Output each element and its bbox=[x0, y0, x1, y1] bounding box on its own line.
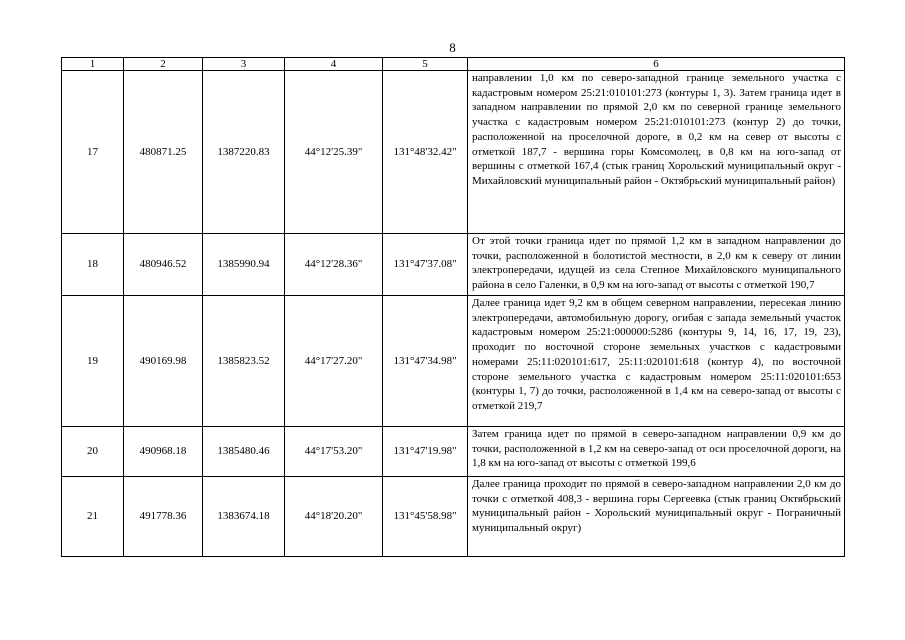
latitude: 44°12'28.36" bbox=[285, 234, 383, 296]
x-coordinate: 480871.25 bbox=[124, 71, 203, 234]
point-number: 21 bbox=[62, 477, 124, 557]
boundary-description: Далее граница проходит по прямой в северо-западном направлении 2,0 км до точки с отметкой 408,3 - вершина горы Сергеевка (стык границ Октябрьский муниципальный район - Хорольский муниципальный округ - Пограничный муниципальный округ) bbox=[468, 477, 845, 557]
x-coordinate: 490968.18 bbox=[124, 427, 203, 477]
column-header: 2 bbox=[124, 58, 203, 71]
page-number: 8 bbox=[449, 40, 456, 55]
column-header: 4 bbox=[285, 58, 383, 71]
y-coordinate: 1387220.83 bbox=[203, 71, 285, 234]
column-header: 5 bbox=[383, 58, 468, 71]
longitude: 131°47'34.98" bbox=[383, 296, 468, 427]
latitude: 44°17'53.20" bbox=[285, 427, 383, 477]
x-coordinate: 480946.52 bbox=[124, 234, 203, 296]
y-coordinate: 1385990.94 bbox=[203, 234, 285, 296]
table-row bbox=[62, 71, 845, 234]
column-header: 6 bbox=[468, 58, 845, 71]
point-number: 20 bbox=[62, 427, 124, 477]
y-coordinate: 1385480.46 bbox=[203, 427, 285, 477]
longitude: 131°47'37.08" bbox=[383, 234, 468, 296]
y-coordinate: 1383674.18 bbox=[203, 477, 285, 557]
boundary-description: Далее граница идет 9,2 км в общем северном направлении, пересекая линию электропередачи, автомобильную дорогу, огибая с запада земельный участок кадастровым номером 25:21:000000:5286 (контуры 9, 14, 16, 17, 19, 23), проходит по восточной стороне земельных участков с кадастровыми номерами 25:11:020101:617, 25:11:020101:618 (контур 4), по восточной стороне земельного участка с кадастровым номером 25:11:020101:653 (контуры 1, 7) до точки, расположенной в 1,4 км на северо-запад от высоты с отметкой 219,7 bbox=[468, 296, 845, 427]
point-number: 17 bbox=[62, 71, 124, 234]
latitude: 44°18'20.20" bbox=[285, 477, 383, 557]
longitude: 131°48'32.42" bbox=[383, 71, 468, 234]
boundary-description: От этой точки граница идет по прямой 1,2 км в западном направлении до точки, расположенной в болотистой местности, в 2,0 км к северу от линии электропередачи, идущей из села Степное Михайловского муниципального района в село Галенки, в 0,9 км на юго-запад от высоты с отметкой 190,7 bbox=[468, 234, 845, 296]
boundary-description: Затем граница идет по прямой в северо-западном направлении 0,9 км до точки, расположенной в 1,2 км на северо-запад от оси проселочной дороги, на 1,8 км на юго-запад от высоты с отметкой 199,6 bbox=[468, 427, 845, 477]
x-coordinate: 490169.98 bbox=[124, 296, 203, 427]
table-header-row bbox=[62, 58, 845, 71]
longitude: 131°45'58.98" bbox=[383, 477, 468, 557]
y-coordinate: 1385823.52 bbox=[203, 296, 285, 427]
point-number: 19 bbox=[62, 296, 124, 427]
boundary-points-table bbox=[61, 57, 845, 557]
latitude: 44°17'27.20" bbox=[285, 296, 383, 427]
longitude: 131°47'19.98" bbox=[383, 427, 468, 477]
column-header: 3 bbox=[203, 58, 285, 71]
column-header: 1 bbox=[62, 58, 124, 71]
table-row bbox=[62, 234, 845, 296]
x-coordinate: 491778.36 bbox=[124, 477, 203, 557]
boundary-description: направлении 1,0 км по северо-западной границе земельного участка с кадастровым номером 25:21:010101:273 (контуры 1, 3). Затем граница идет в западном направлении по прямой 2,0 км по северной границе земельного участка с кадастровым номером 25:21:010101:273 (контур 2) до точки, расположенной на проселочной дороге, в 0,2 км на север от высоты с отметкой 187,7 - вершина горы Комсомолец, в 0,8 км на юго-запад от вершины с отметкой 167,4 (стык границ Хорольский муниципальный округ - Михайловский муниципальный район - Октябрьский муниципальный район) bbox=[468, 71, 845, 234]
point-number: 18 bbox=[62, 234, 124, 296]
latitude: 44°12'25.39" bbox=[285, 71, 383, 234]
